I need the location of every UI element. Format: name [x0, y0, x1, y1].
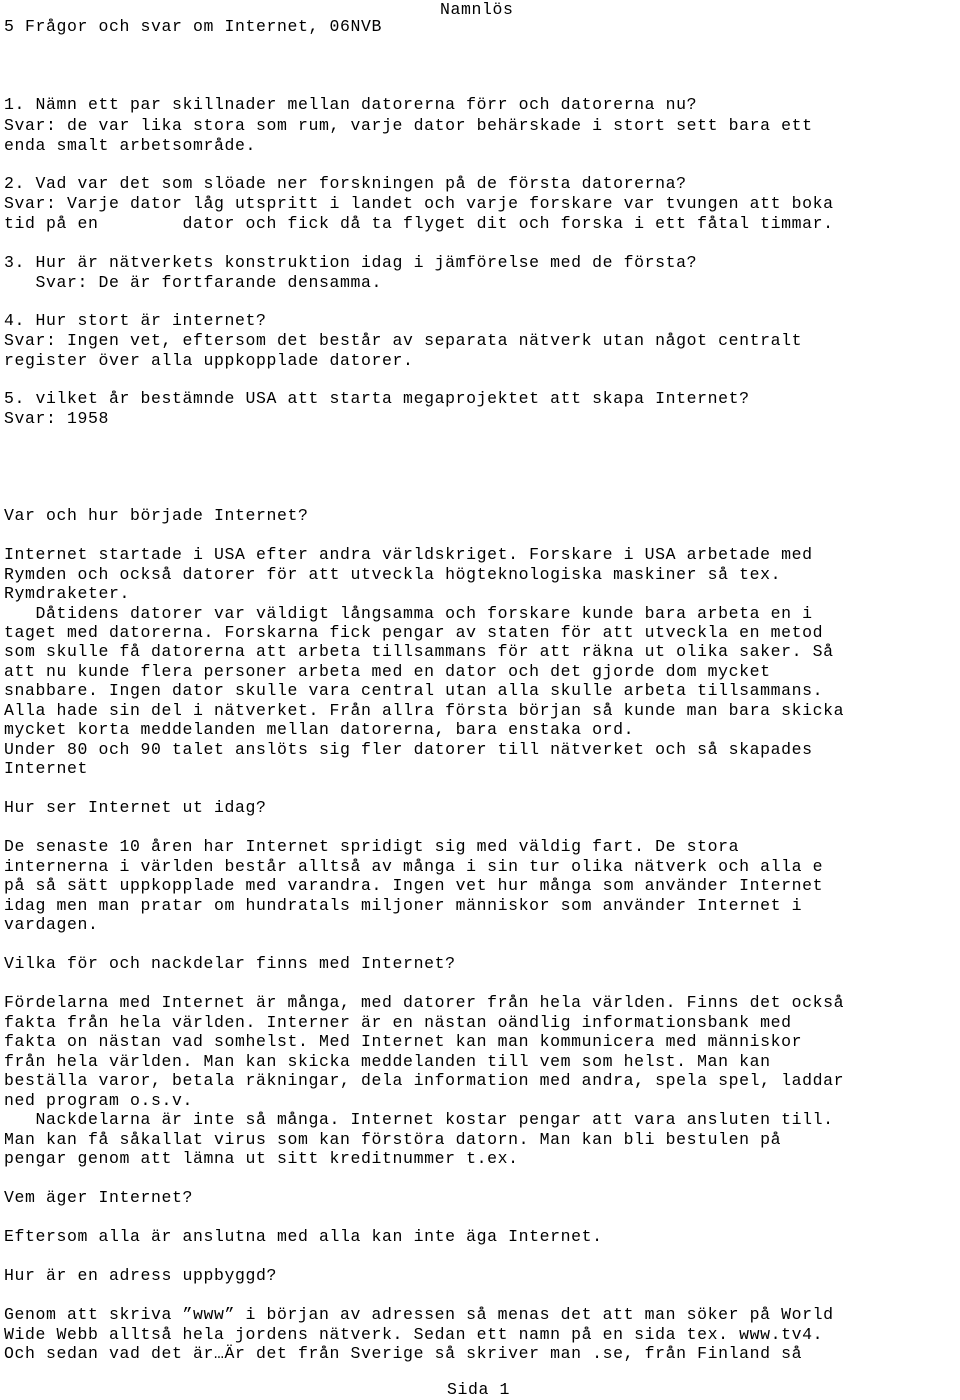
paragraph-line: Alla hade sin del i nätverket. Från allra första början så kunde man bara skicka — [4, 701, 845, 720]
paragraph-line: Och sedan vad det är…Är det från Sverige så skriver man .se, från Finland så — [4, 1344, 803, 1363]
heading-var-och-hur: Var och hur började Internet? — [4, 506, 309, 525]
paragraph-line: beställa varor, betala räkningar, dela information med andra, spela spel, laddar — [4, 1071, 845, 1090]
paragraph-line: fakta on nästan vad somhelst. Med Internet kan man kommunicera med människor — [4, 1032, 803, 1051]
answer-1-line-2: enda smalt arbetsområde. — [4, 136, 257, 155]
paragraph-line: Man kan få såkallat virus som kan förstöra datorn. Man kan bli bestulen på — [4, 1130, 782, 1149]
answer-2-line-2: tid på en dator och fick då ta flyget dit och forska i ett fåtal timmar. — [4, 214, 834, 233]
paragraph-line: ned program o.s.v. — [4, 1091, 194, 1110]
paragraph-line: mycket korta meddelanden mellan datorerna, bara enstaka ord. — [4, 720, 635, 739]
question-1: 1. Nämn ett par skillnader mellan datorerna förr och datorerna nu? — [4, 95, 698, 114]
paragraph-line: Wide Webb alltså hela jordens nätverk. Sedan ett namn på en sida tex. www.tv4. — [4, 1325, 824, 1344]
heading-vem-ager-internet: Vem äger Internet? — [4, 1188, 194, 1207]
paragraph-line: Eftersom alla är anslutna med alla kan inte äga Internet. — [4, 1227, 603, 1246]
paragraph-line: internerna i världen består alltså av många i sin tur olika nätverk och alla e — [4, 857, 824, 876]
heading-for-och-nackdelar: Vilka för och nackdelar finns med Internet? — [4, 954, 456, 973]
paragraph-line: Dåtidens datorer var väldigt långsamma och forskare kunde bara arbeta en i — [4, 604, 813, 623]
answer-4-line-1: Svar: Ingen vet, eftersom det består av separata nätverk utan något centralt — [4, 331, 803, 350]
paragraph-line: att nu kunde flera personer arbeta med en dator och det gjorde dom mycket — [4, 662, 771, 681]
answer-3: Svar: De är fortfarande densamma. — [4, 273, 383, 292]
question-4: 4. Hur stort är internet? — [4, 311, 267, 330]
answer-4-line-2: register över alla uppkopplade datorer. — [4, 351, 414, 370]
paragraph-line: De senaste 10 åren har Internet spridigt sig med väldig fart. De stora — [4, 837, 740, 856]
paragraph-line: pengar genom att lämna ut sitt kreditnummer t.ex. — [4, 1149, 519, 1168]
paragraph-line: från hela världen. Man kan skicka meddelanden till vem som helst. Man kan — [4, 1052, 771, 1071]
paragraph-line: Fördelarna med Internet är många, med datorer från hela världen. Finns det också — [4, 993, 845, 1012]
paragraph-line: Internet startade i USA efter andra världskriget. Forskare i USA arbetade med — [4, 545, 813, 564]
paragraph-line: fakta från hela världen. Interner är en nästan oändlig informationsbank med — [4, 1013, 792, 1032]
paragraph-line: idag men man pratar om hundratals miljoner människor som använder Internet i — [4, 896, 803, 915]
paragraph-line: Nackdelarna är inte så många. Internet kostar pengar att vara ansluten till. — [4, 1110, 834, 1129]
paragraph-line: Genom att skriva ”www” i början av adressen så menas det att man söker på World — [4, 1305, 834, 1324]
document-title: 5 Frågor och svar om Internet, 06NVB — [4, 17, 383, 36]
paragraph-line: som skulle få datorerna att arbeta tillsammans för att räkna ut olika saker. Så — [4, 642, 834, 661]
answer-5: Svar: 1958 — [4, 409, 110, 428]
document-name-label: Namnlös — [440, 0, 514, 19]
question-2: 2. Vad var det som slöade ner forskningen på de första datorerna? — [4, 174, 687, 193]
paragraph-line: Rymden och också datorer för att utveckla högteknologiska maskiner så tex. — [4, 565, 782, 584]
paragraph-line: taget med datorerna. Forskarna fick pengar av staten för att utveckla en metod — [4, 623, 824, 642]
page-number: Sida 1 — [447, 1380, 511, 1399]
paragraph-line: Internet — [4, 759, 89, 778]
paragraph-line: snabbare. Ingen dator skulle vara central utan alla skulle arbeta tillsammans. — [4, 681, 824, 700]
question-3: 3. Hur är nätverkets konstruktion idag i jämförelse med de första? — [4, 253, 698, 272]
paragraph-line: Under 80 och 90 talet anslöts sig fler datorer till nätverket och så skapades — [4, 740, 813, 759]
heading-hur-ser-internet-ut: Hur ser Internet ut idag? — [4, 798, 267, 817]
answer-1-line-1: Svar: de var lika stora som rum, varje dator behärskade i stort sett bara ett — [4, 116, 813, 135]
paragraph-line: på så sätt uppkopplade med varandra. Ingen vet hur många som använder Internet — [4, 876, 824, 895]
heading-adress-uppbyggd: Hur är en adress uppbyggd? — [4, 1266, 278, 1285]
answer-2-line-1: Svar: Varje dator låg utspritt i landet och varje forskare var tvungen att boka — [4, 194, 834, 213]
paragraph-line: Rymdraketer. — [4, 584, 131, 603]
question-5: 5. vilket år bestämnde USA att starta megaprojektet att skapa Internet? — [4, 389, 750, 408]
paragraph-line: vardagen. — [4, 915, 99, 934]
